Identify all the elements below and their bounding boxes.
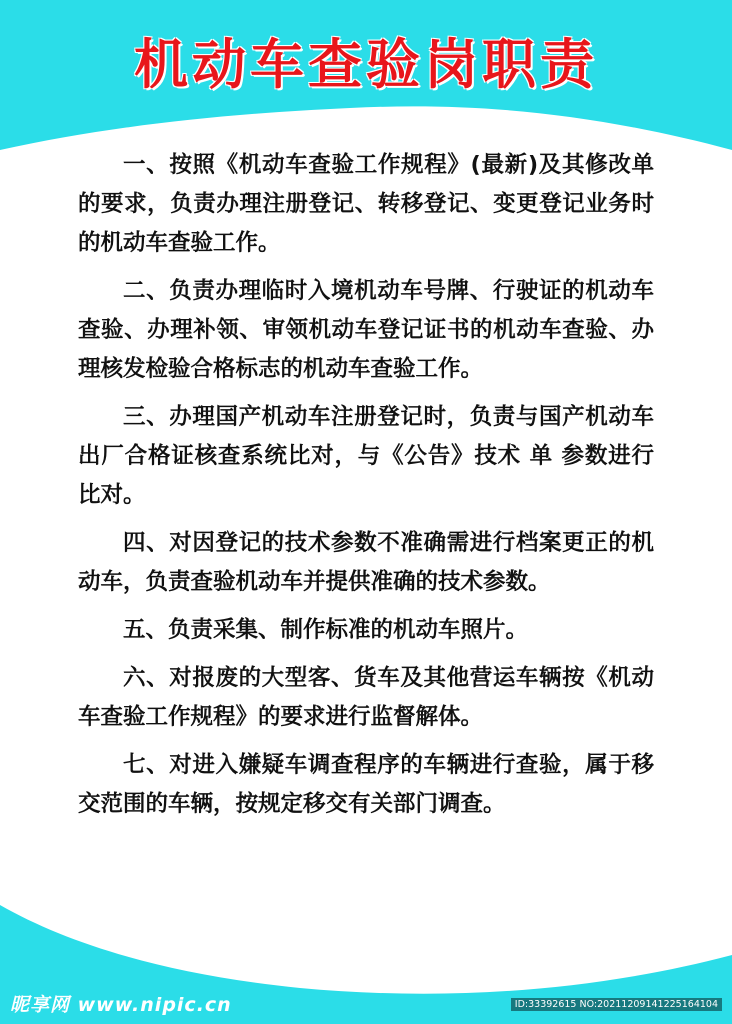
duty-item-1: 一、按照《机动车查验工作规程》(最新)及其修改单的要求，负责办理注册登记、转移登记、变更登记业务时的机动车查验工作。 [78,152,654,256]
duty-item-6: 六、对报废的大型客、货车及其他营运车辆按《机动车查验工作规程》的要求进行监督解体。 [78,665,654,730]
duty-item-2: 二、负责办理临时入境机动车号牌、行驶证的机动车查验、办理补领、审领机动车登记证书的机动车查验、办理核发检验合格标志的机动车查验工作。 [78,278,654,382]
poster-title: 机动车查验岗职责 [134,33,598,96]
duty-item-4: 四、对因登记的技术参数不准确需进行档案更正的机动车，负责查验机动车并提供准确的技术参数。 [78,530,654,595]
duty-item-7: 七、对进入嫌疑车调查程序的车辆进行查验，属于移交范围的车辆，按规定移交有关部门调查。 [78,752,654,817]
watermark-logo: 昵享网 www.nipic.cn [10,994,232,1016]
watermark-id: ID:33392615 NO:20211209141225164104 [511,998,722,1011]
duty-item-5: 五、负责采集、制作标准的机动车照片。 [123,617,529,643]
duties-list [78,146,654,833]
duty-item-3: 三、办理国产机动车注册登记时，负责与国产机动车出厂合格证核查系统比对，与《公告》技术 单 参数进行比对。 [78,404,654,508]
